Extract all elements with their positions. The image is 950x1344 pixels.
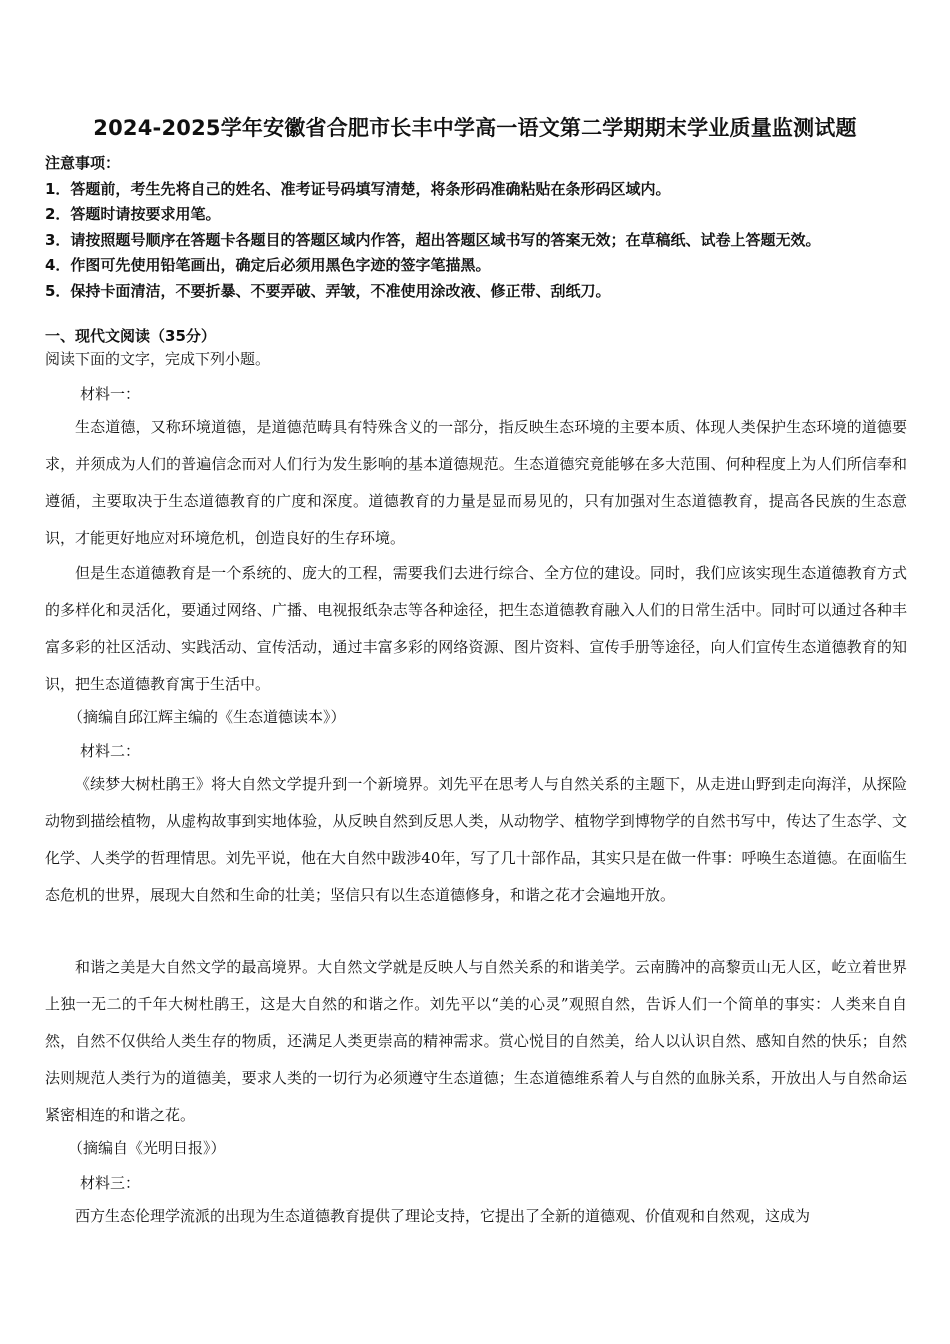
notice-item: 3．请按照题号顺序在答题卡各题目的答题区域内作答，超出答题区域书写的答案无效；在草稿纸、试卷上答题无效。 bbox=[45, 230, 821, 249]
material-paragraph: 和谐之美是大自然文学的最高境界。大自然文学就是反映人与自然关系的和谐美学。云南腾冲的高黎贡山无人区，屹立着世界上独一无二的千年大树杜鹃王，这是大自然的和谐之作。刘先平以“美的心灵”观照自然，告诉人们一个简单的事实：人类来自自然，自然不仅供给人类生存的物质，还满足人类更崇高的精神需求。赏心悦目的自然美，给人以认识自然、感知自然的快乐；自然法则规范人类行为的道德美，要求人类的一切行为必须遵守生态道德；生态道德维系着人与自然的血脉关系，开放出人与自然命运紧密相连的和谐之花。 bbox=[45, 958, 907, 1124]
notice-item: 4．作图可先使用铅笔画出，确定后必须用黑色字迹的签字笔描黑。 bbox=[45, 256, 491, 274]
section-heading: 一、现代文阅读（35分） bbox=[45, 327, 216, 345]
exam-title: 2024-2025学年安徽省合肥市长丰中学高一语文第二学期期末学业质量监测试题 bbox=[93, 116, 857, 140]
material-paragraph: 《续梦大树杜鹃王》将大自然文学提升到一个新境界。刘先平在思考人与自然关系的主题下，从走进山野到走向海洋，从探险动物到描绘植物，从虚构故事到实地体验，从反映自然到反思人类，从动物学、植物学到博物学的自然书写中，传达了生态学、文化学、人类学的哲理情思。刘先平说，他在大自然中跋涉40年，写了几十部作品，其实只是在做一件事：呼唤生态道德。在面临生态危机的世界，展现大自然和生命的壮美；坚信只有以生态道德修身，和谐之花才会遍地开放。 bbox=[45, 775, 907, 904]
notice-block bbox=[45, 151, 915, 304]
notice-heading: 注意事项： bbox=[45, 154, 121, 172]
material-source: （摘编自《光明日报》） bbox=[68, 1139, 226, 1157]
notice-item: 1．答题前，考生先将自己的姓名、准考证号码填写清楚，将条形码准确粘贴在条形码区域内。 bbox=[45, 179, 671, 198]
section-instruction: 阅读下面的文字，完成下列小题。 bbox=[45, 350, 271, 368]
material-label: 材料二： bbox=[80, 742, 141, 760]
material-label: 材料一： bbox=[80, 385, 141, 403]
material-paragraph: 但是生态道德教育是一个系统的、庞大的工程，需要我们去进行综合、全方位的建设。同时，我们应该实现生态道德教育方式的多样化和灵活化，要通过网络、广播、电视报纸杂志等各种途径，把生态道德教育融入人们的日常生活中。同时可以通过各种丰富多彩的社区活动、实践活动、宣传活动，通过丰富多彩的网络资源、图片资料、宣传手册等途径，向人们宣传生态道德教育的知识，把生态道德教育寓于生活中。 bbox=[45, 564, 907, 693]
notice-item: 2．答题时请按要求用笔。 bbox=[45, 205, 221, 223]
material-paragraph: 西方生态伦理学流派的出现为生态道德教育提供了理论支持，它提出了全新的道德观、价值观和自然观，这成为 bbox=[75, 1207, 811, 1225]
material-label: 材料三： bbox=[80, 1174, 141, 1192]
material-paragraph: 生态道德，又称环境道德，是道德范畴具有特殊含义的一部分，指反映生态环境的主要本质、体现人类保护生态环境的道德要求，并须成为人们的普遍信念而对人们行为发生影响的基本道德规范。生态道德究竟能够在多大范围、何种程度上为人们所信奉和遵循，主要取决于生态道德教育的广度和深度。道德教育的力量是显而易见的，只有加强对生态道德教育，提高各民族的生态意识，才能更好地应对环境危机，创造良好的生存环境。 bbox=[45, 418, 907, 547]
material-source: （摘编自邱江辉主编的《生态道德读本》） bbox=[68, 708, 346, 726]
notice-item: 5．保持卡面清洁，不要折暴、不要弄破、弄皱，不准使用涂改液、修正带、刮纸刀。 bbox=[45, 281, 611, 300]
